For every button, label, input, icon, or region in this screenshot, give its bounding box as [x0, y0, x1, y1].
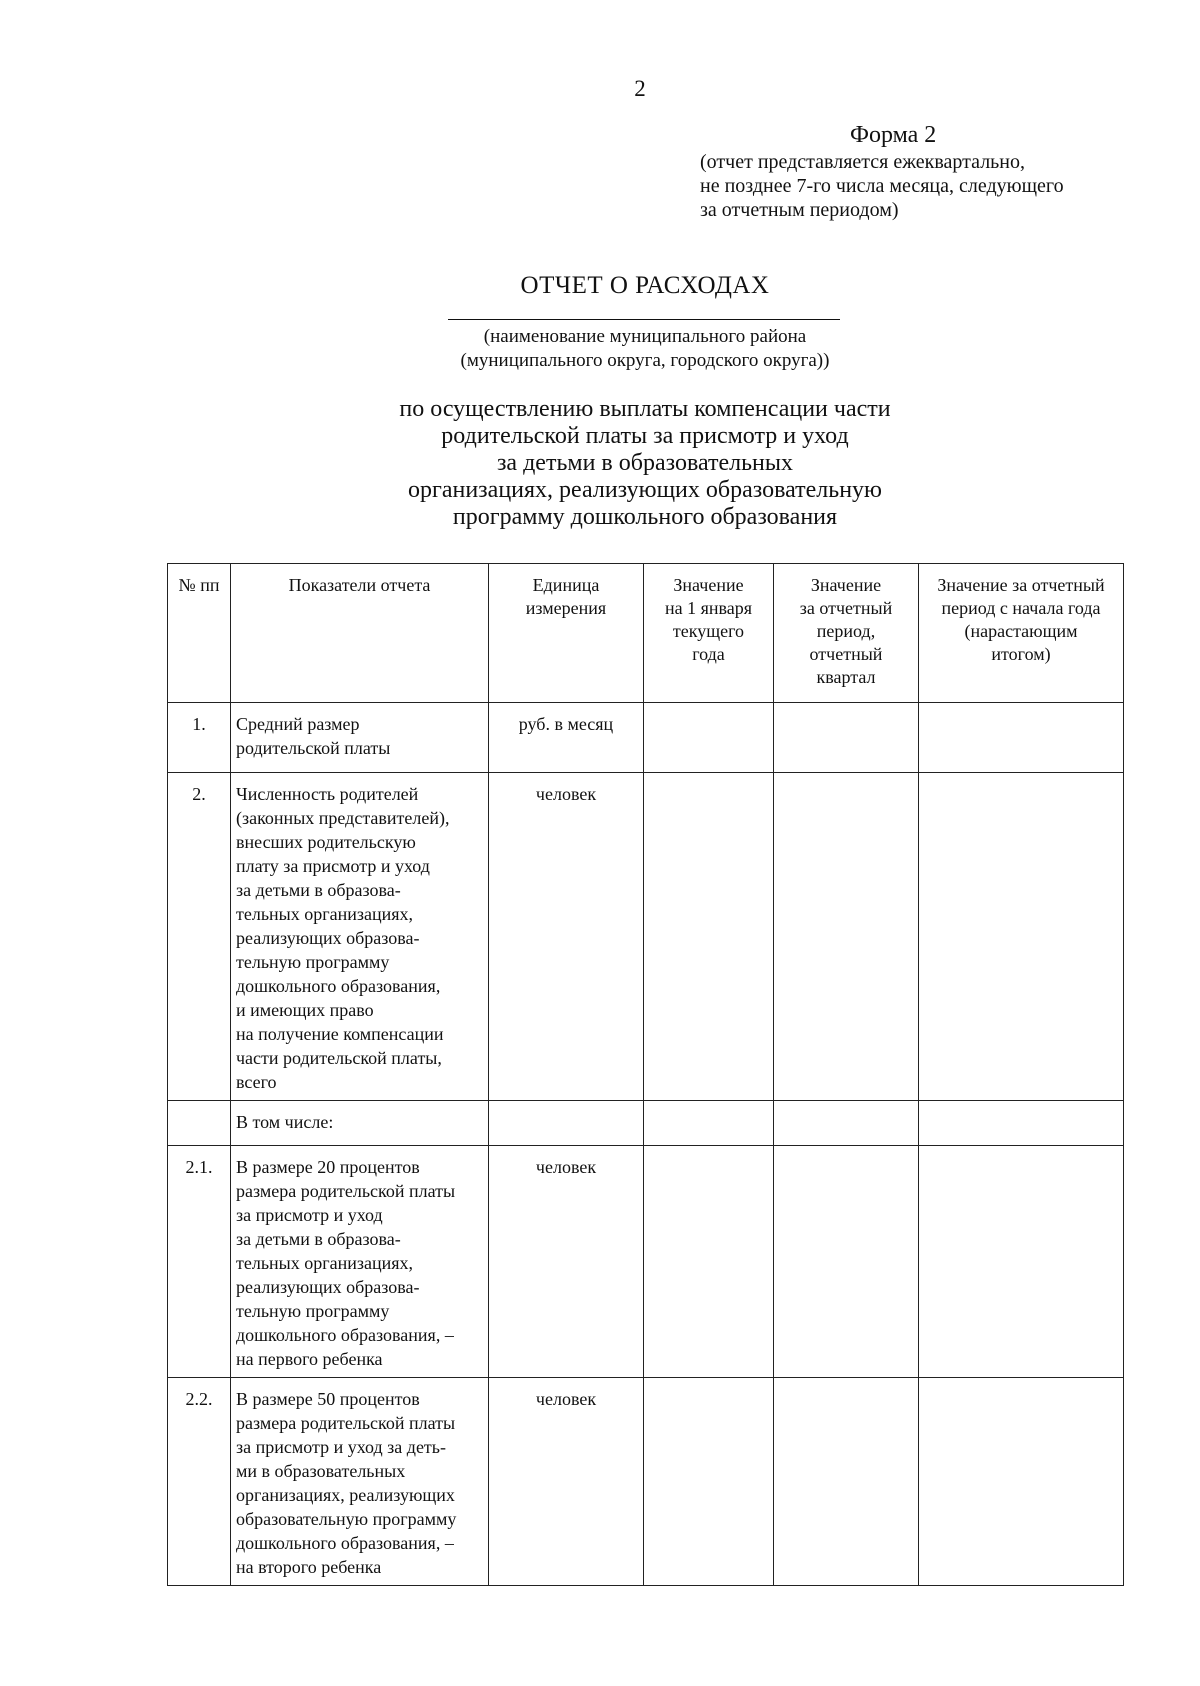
report-subject: [0, 396, 1200, 531]
row-unit: человек: [489, 773, 644, 1101]
subject-line: программу дошкольного образования: [452, 504, 838, 530]
value-cell-jan1[interactable]: [644, 1378, 774, 1586]
value-cell-ytd[interactable]: [919, 1378, 1124, 1586]
name-caption: [0, 325, 1200, 373]
page-number: 2: [634, 76, 646, 101]
value-cell-ytd[interactable]: [919, 703, 1124, 773]
row-indicator: В размере 20 процентов размера родительской платы за присмотр и уход за детьми в образова- тельных организациях, реализующих образова- тельную программу дошкольного образования, – на первого ребенка: [231, 1146, 489, 1378]
subject-line: за детьми в образовательных: [496, 450, 794, 476]
form-note-line: за отчетным периодом): [700, 199, 899, 221]
value-cell-jan1[interactable]: [644, 1101, 774, 1146]
form-note: [700, 150, 1064, 222]
table-row: [168, 773, 1124, 1101]
value-cell-ytd[interactable]: [919, 1146, 1124, 1378]
row-unit: руб. в месяц: [489, 703, 644, 773]
row-num: 2.1.: [168, 1146, 231, 1378]
row-indicator: В том числе:: [231, 1101, 489, 1146]
row-num: [168, 1101, 231, 1146]
form-note-line: (отчет представляется ежеквартально,: [700, 151, 1025, 173]
subject-line: организациях, реализующих образовательную: [408, 477, 882, 503]
header-value-ytd: Значение за отчетный период с начала года (нарастающим итогом): [919, 564, 1124, 703]
row-indicator: В размере 50 процентов размера родительской платы за присмотр и уход за деть- ми в образовательных организациях, реализующих образовательную программу дошкольного образования, – на второго ребенка: [231, 1378, 489, 1586]
value-cell-quarter[interactable]: [774, 773, 919, 1101]
value-cell-ytd[interactable]: [919, 1101, 1124, 1146]
form-note-line: не позднее 7-го числа месяца, следующего: [700, 175, 1064, 197]
header-unit: Единица измерения: [489, 564, 644, 703]
table-row: [168, 1378, 1124, 1586]
row-num: 1.: [168, 703, 231, 773]
value-cell-jan1[interactable]: [644, 1146, 774, 1378]
header-indicator: Показатели отчета: [231, 564, 489, 703]
value-cell-quarter[interactable]: [774, 1378, 919, 1586]
row-indicator: Средний размер родительской платы: [231, 703, 489, 773]
form-label: Форма 2: [850, 122, 937, 148]
report-title: ОТЧЕТ О РАСХОДАХ: [520, 272, 770, 299]
value-cell-jan1[interactable]: [644, 703, 774, 773]
value-cell-jan1[interactable]: [644, 773, 774, 1101]
report-table: [167, 563, 1124, 1586]
name-caption-line: (муниципального округа, городского округа)): [460, 350, 830, 371]
value-cell-ytd[interactable]: [919, 773, 1124, 1101]
subject-line: родительской платы за присмотр и уход: [441, 423, 849, 449]
subject-line: по осуществлению выплаты компенсации части: [399, 396, 891, 422]
name-fill-line: [448, 319, 840, 320]
row-num: 2.: [168, 773, 231, 1101]
table-row: [168, 703, 1124, 773]
header-num: № пп: [168, 564, 231, 703]
row-num: 2.2.: [168, 1378, 231, 1586]
table-header-row: [168, 564, 1124, 703]
row-indicator: Численность родителей (законных представителей), внесших родительскую плату за присмотр и уход за детьми в образова- тельных организациях, реализующих образова- тельную программу дошкольного образования, и имеющих право на получение компенсации части родительской платы, всего: [231, 773, 489, 1101]
header-value-jan1: Значение на 1 января текущего года: [644, 564, 774, 703]
row-unit: человек: [489, 1378, 644, 1586]
value-cell-quarter[interactable]: [774, 703, 919, 773]
header-value-quarter: Значение за отчетный период, отчетный квартал: [774, 564, 919, 703]
table-row: [168, 1146, 1124, 1378]
name-caption-line: (наименование муниципального района: [483, 326, 807, 347]
table-row: [168, 1101, 1124, 1146]
row-unit: [489, 1101, 644, 1146]
value-cell-quarter[interactable]: [774, 1146, 919, 1378]
row-unit: человек: [489, 1146, 644, 1378]
value-cell-quarter[interactable]: [774, 1101, 919, 1146]
